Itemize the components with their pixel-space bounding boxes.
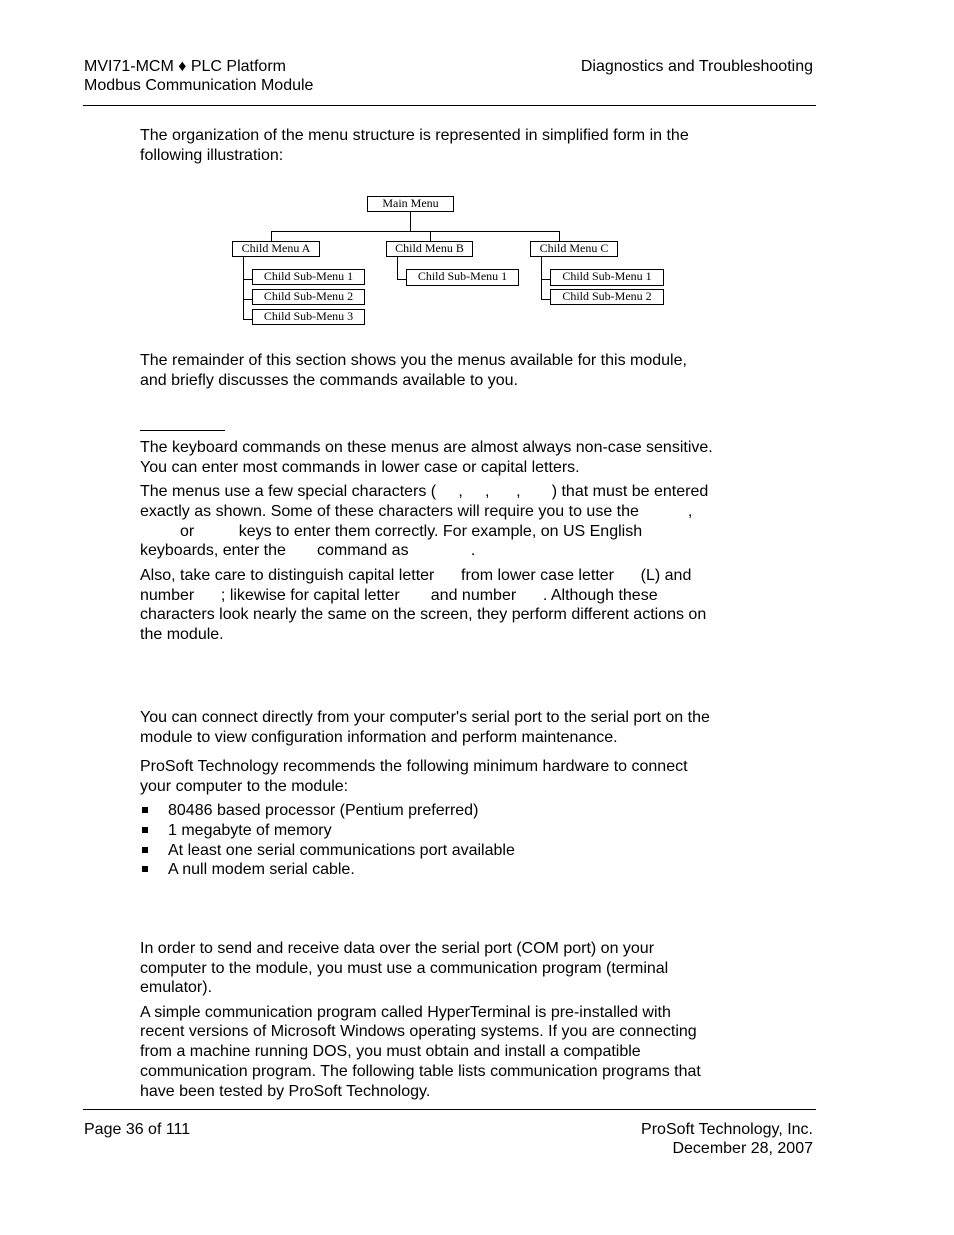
note-p2-line-4: keyboards, enter the command as . — [140, 542, 476, 559]
comm-p2-line-3: from a machine running DOS, you must obtain and install a compatible — [140, 1043, 641, 1060]
diagram-a-sub-1: Child Sub-Menu 1 — [252, 269, 365, 285]
list-item: 1 megabyte of memory — [168, 822, 332, 839]
footer-rule — [83, 1109, 816, 1110]
connect-p1-line-1: You can connect directly from your computer's serial port to the serial port on the — [140, 709, 710, 726]
note-p2-line-2: exactly as shown. Some of these characters will require you to use the , — [140, 503, 693, 520]
diagram-child-menu-b: Child Menu B — [386, 241, 473, 257]
comm-p1-line-3: emulator). — [140, 979, 213, 996]
diagram-child-menu-a: Child Menu A — [232, 241, 320, 257]
note-rule — [140, 430, 225, 431]
diagram-child-menu-c: Child Menu C — [530, 241, 618, 257]
connector — [271, 231, 272, 241]
comm-p2-line-2: recent versions of Microsoft Windows operating systems. If you are connecting — [140, 1023, 697, 1040]
note-p3-line-1: Also, take care to distinguish capital letter from lower case letter (L) and — [140, 567, 692, 584]
connect-p1-line-2: module to view configuration information and perform maintenance. — [140, 729, 618, 746]
connector — [430, 231, 431, 241]
list-item: At least one serial communications port available — [168, 842, 515, 859]
diagram-c-sub-1: Child Sub-Menu 1 — [550, 269, 664, 286]
bullet-icon — [142, 807, 148, 813]
note-p2-line-3: or keys to enter them correctly. For example, on US English — [140, 523, 643, 540]
header-section: Diagnostics and Troubleshooting — [580, 58, 813, 75]
remainder-line-1: The remainder of this section shows you the menus available for this module, — [140, 352, 687, 369]
bullet-icon — [142, 847, 148, 853]
connector — [410, 212, 411, 231]
list-item: A null modem serial cable. — [168, 861, 355, 878]
connector — [559, 231, 560, 241]
bullet-icon — [142, 827, 148, 833]
remainder-line-2: and briefly discusses the commands available to you. — [140, 372, 518, 389]
note-p3-line-4: the module. — [140, 626, 224, 643]
connect-p2-line-1: ProSoft Technology recommends the following minimum hardware to connect — [140, 758, 688, 775]
diagram-a-sub-2: Child Sub-Menu 2 — [252, 289, 365, 305]
intro-line-1: The organization of the menu structure is represented in simplified form in the — [140, 127, 689, 144]
header-product: MVI71-MCM ♦ PLC Platform — [84, 58, 286, 75]
diagram-b-sub-1: Child Sub-Menu 1 — [406, 269, 519, 286]
comm-p2-line-5: have been tested by ProSoft Technology. — [140, 1083, 431, 1100]
list-item: 80486 based processor (Pentium preferred) — [168, 802, 479, 819]
connector — [397, 257, 398, 279]
header-module: Modbus Communication Module — [84, 77, 314, 94]
footer-date: December 28, 2007 — [672, 1140, 813, 1157]
footer-company: ProSoft Technology, Inc. — [641, 1121, 813, 1138]
diagram-c-sub-2: Child Sub-Menu 2 — [550, 289, 664, 305]
comm-p1-line-1: In order to send and receive data over the serial port (COM port) on your — [140, 940, 655, 957]
footer-page-number: Page 36 of 111 — [84, 1121, 191, 1138]
note-p1-line-2: You can enter most commands in lower case or capital letters. — [140, 459, 580, 476]
comm-p2-line-4: communication program. The following table lists communication programs that — [140, 1063, 701, 1080]
note-p1-line-1: The keyboard commands on these menus are almost always non-case sensitive. — [140, 439, 713, 456]
connect-p2-line-2: your computer to the module: — [140, 778, 349, 795]
bullet-icon — [142, 866, 148, 872]
note-p3-line-3: characters look nearly the same on the screen, they perform different actions on — [140, 606, 707, 623]
note-p3-line-2: number ; likewise for capital letter and number . Although these — [140, 587, 658, 604]
connector — [271, 231, 560, 232]
header-rule — [83, 105, 816, 106]
diagram-main-menu: Main Menu — [367, 196, 454, 212]
comm-p2-line-1: A simple communication program called HyperTerminal is pre-installed with — [140, 1004, 671, 1021]
diagram-a-sub-3: Child Sub-Menu 3 — [252, 309, 365, 325]
comm-p1-line-2: computer to the module, you must use a communication program (terminal — [140, 960, 669, 977]
intro-line-2: following illustration: — [140, 147, 284, 164]
connector — [243, 257, 244, 320]
note-p2-line-1: The menus use a few special characters ( , , , ) that must be entered — [140, 483, 709, 500]
